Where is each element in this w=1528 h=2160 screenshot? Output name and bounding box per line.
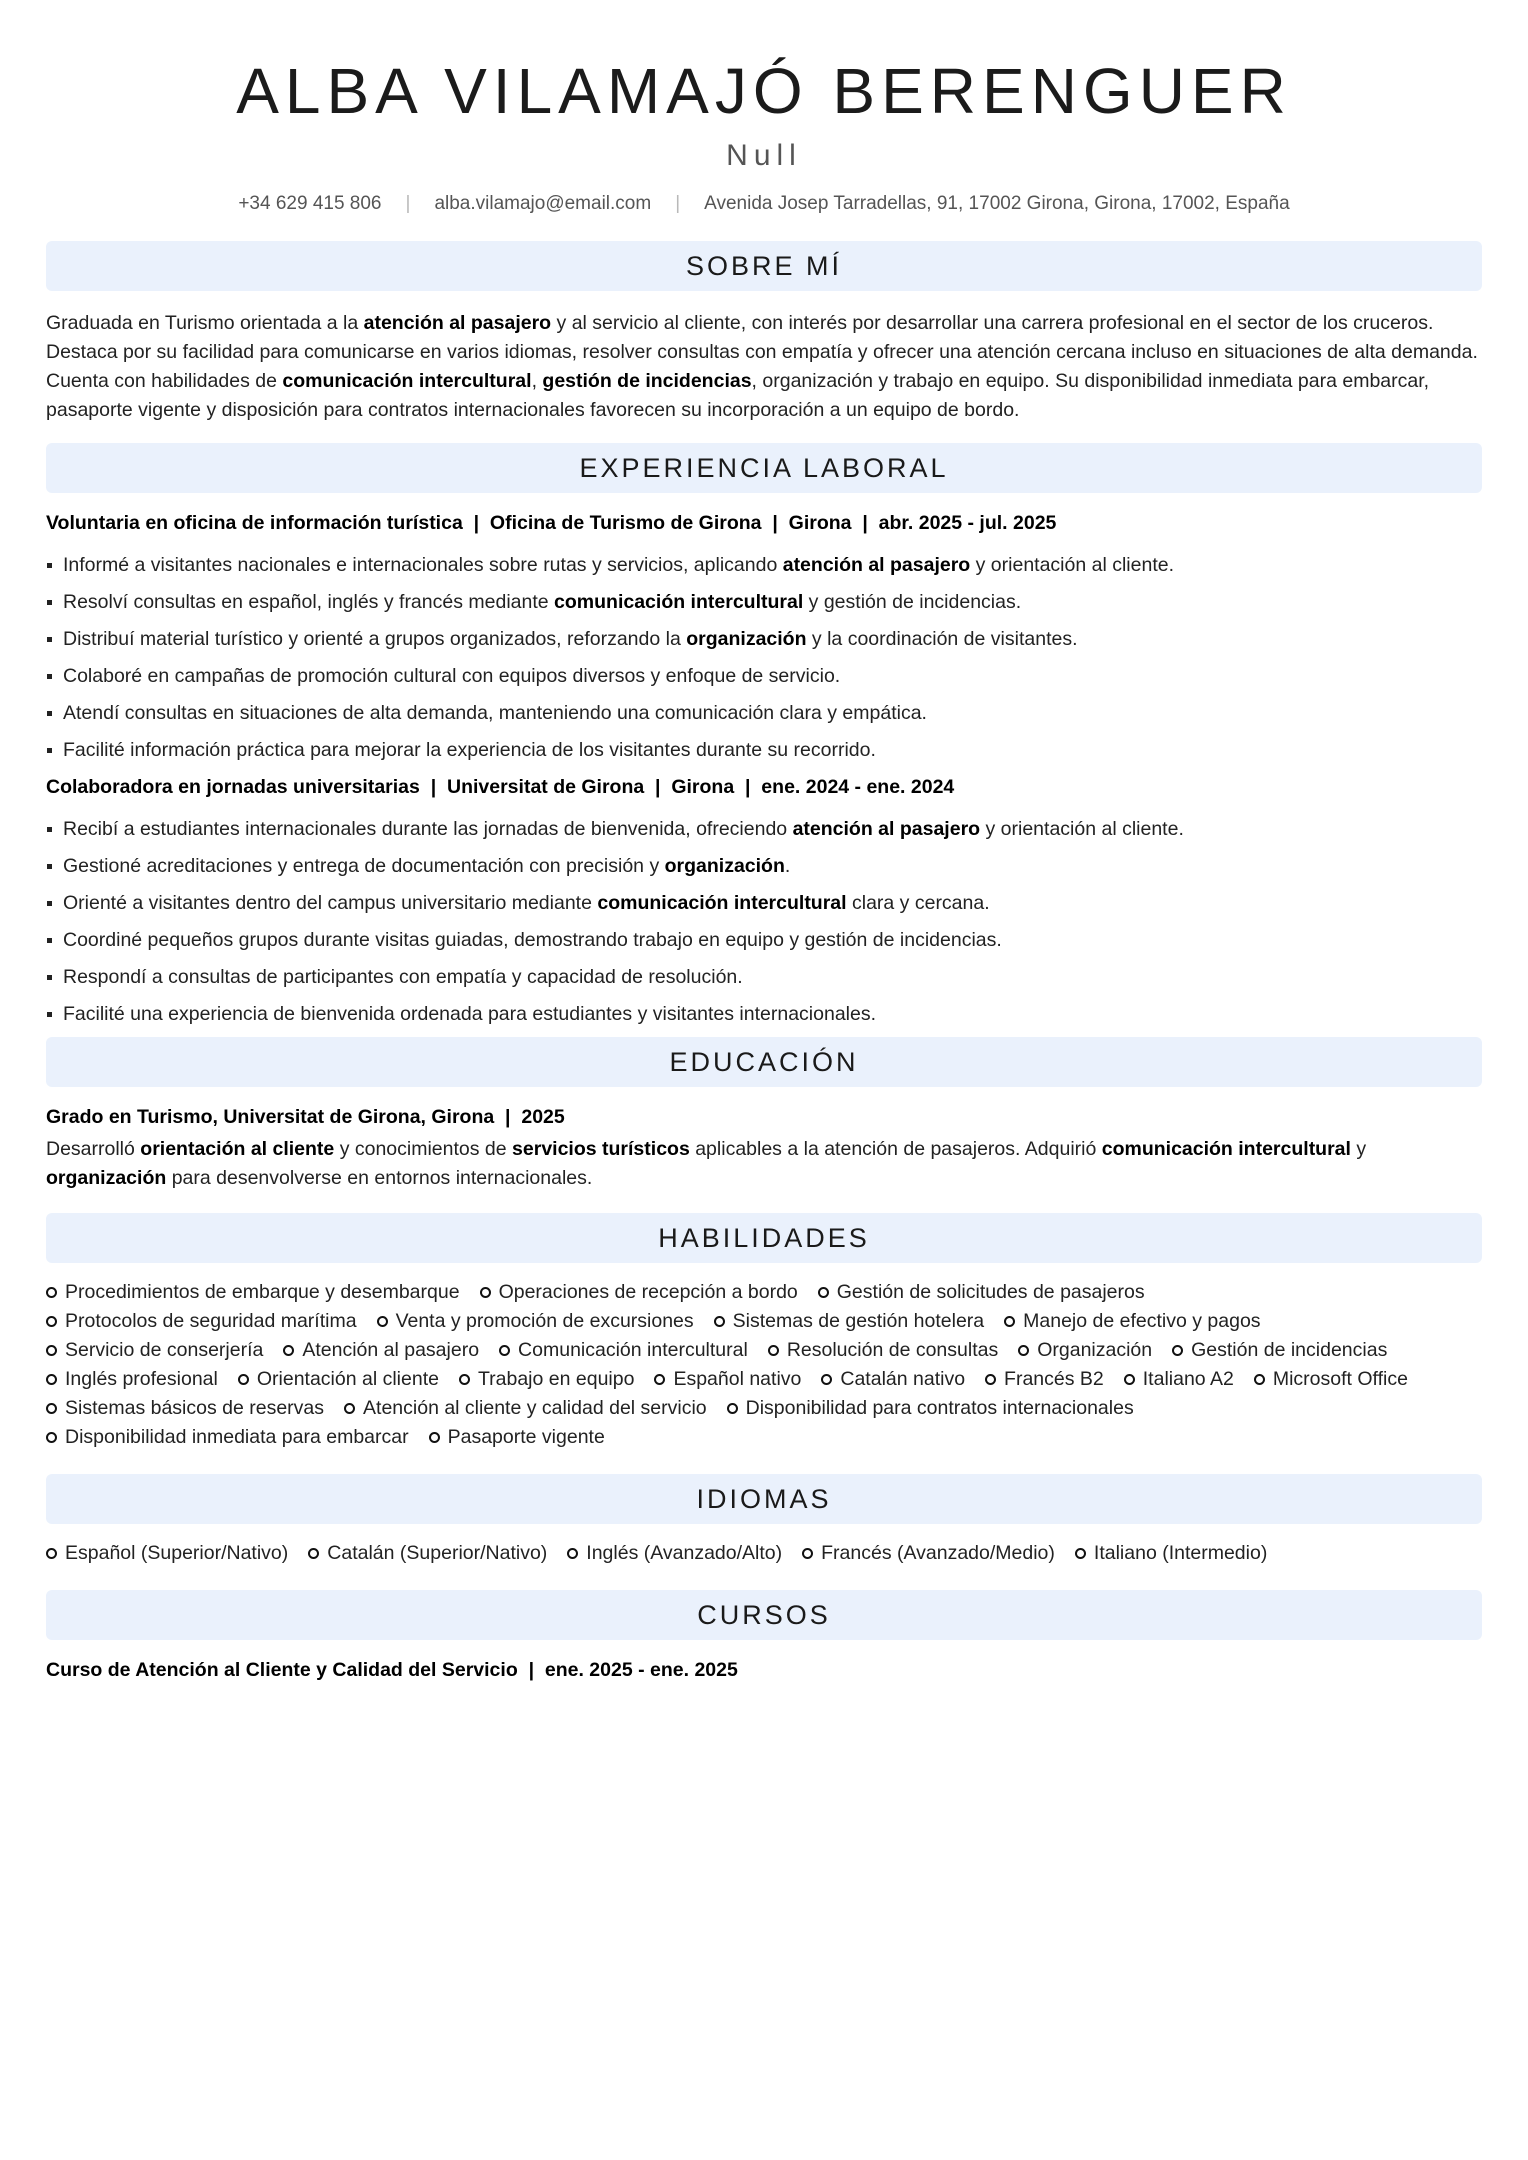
text-fragment: , organización y trabajo en equipo. Su disponibilidad inmediata para embarcar, pasaporte vigente y disposición para contratos internacionales favorecen su incorporación a un equipo de bordo. [46, 370, 1430, 421]
contact-separator: | [675, 193, 681, 214]
list-tag [821, 1365, 965, 1394]
circle-bullet-icon [567, 1548, 578, 1559]
highlighted-keyword: gestión de incidencias [542, 370, 752, 392]
list-tag [727, 1394, 1134, 1423]
highlighted-keyword: comunicación intercultural [597, 892, 847, 914]
bullet-item [46, 815, 1482, 843]
circle-bullet-icon [46, 1345, 57, 1356]
circle-bullet-icon [46, 1548, 57, 1559]
tag-label: Italiano A2 [1142, 1368, 1234, 1390]
list-tag [1172, 1336, 1387, 1365]
highlighted-keyword: comunicación intercultural [282, 370, 532, 392]
text-fragment: Respondí a consultas de participantes con empatía y capacidad de resolución. [63, 966, 743, 988]
tag-label: Pasaporte vigente [447, 1426, 605, 1448]
languages-list [46, 1539, 1482, 1568]
education-description [46, 1135, 1482, 1193]
circle-bullet-icon [821, 1374, 832, 1385]
bullet-item [46, 889, 1482, 917]
tag-label: Orientación al cliente [256, 1368, 439, 1390]
list-tag [1075, 1539, 1267, 1568]
text-fragment: Distribuí material turístico y orienté a grupos organizados, reforzando la [63, 628, 687, 650]
education-entry [46, 1103, 1482, 1193]
tag-label: Atención al pasajero [302, 1339, 480, 1361]
tag-label: Sistemas básicos de reservas [65, 1397, 325, 1419]
text-fragment: y orientación al cliente. [970, 554, 1174, 576]
bullet-item [46, 625, 1482, 653]
text-fragment: Desarrolló [46, 1138, 141, 1160]
highlighted-keyword: organización [46, 1167, 167, 1189]
circle-bullet-icon [714, 1316, 725, 1327]
circle-bullet-icon [1254, 1374, 1265, 1385]
bullet-item [46, 963, 1482, 991]
text-fragment: clara y cercana. [846, 892, 990, 914]
circle-bullet-icon [1075, 1548, 1086, 1559]
list-tag [46, 1394, 324, 1423]
tag-label: Servicio de conserjería [65, 1339, 264, 1361]
list-tag [768, 1336, 998, 1365]
list-tag [429, 1423, 605, 1452]
circle-bullet-icon [1004, 1316, 1015, 1327]
text-fragment: y la coordinación de visitantes. [806, 628, 1078, 650]
list-tag [818, 1278, 1145, 1307]
section-heading-education: EDUCACIÓN [46, 1037, 1482, 1087]
tag-label: Protocolos de seguridad marítima [65, 1310, 357, 1332]
circle-bullet-icon [480, 1287, 491, 1298]
postal-address: Avenida Josep Tarradellas, 91, 17002 Girona, Girona, 17002, España [704, 193, 1290, 214]
tag-label: Inglés (Avanzado/Alto) [586, 1542, 783, 1564]
list-tag [985, 1365, 1104, 1394]
circle-bullet-icon [727, 1403, 738, 1414]
email-address[interactable]: alba.vilamajo@email.com [434, 193, 652, 214]
circle-bullet-icon [985, 1374, 996, 1385]
tag-label: Operaciones de recepción a bordo [498, 1281, 798, 1303]
list-tag [46, 1336, 263, 1365]
list-tag [1018, 1336, 1152, 1365]
list-tag [377, 1307, 694, 1336]
text-fragment: Facilité información práctica para mejorar la experiencia de los visitantes durante su recorrido. [63, 739, 876, 761]
text-fragment: para desenvolverse en entornos internacionales. [166, 1167, 593, 1189]
text-fragment: Coordiné pequeños grupos durante visitas guiadas, demostrando trabajo en equipo y gestión de incidencias. [63, 929, 1002, 951]
text-fragment: Graduada en Turismo orientada a la [46, 312, 364, 334]
tag-label: Francés B2 [1004, 1368, 1104, 1390]
list-tag [344, 1394, 707, 1423]
text-fragment: y gestión de incidencias. [803, 591, 1022, 613]
circle-bullet-icon [46, 1374, 57, 1385]
circle-bullet-icon [802, 1548, 813, 1559]
experience-entry [46, 773, 1482, 1028]
highlighted-keyword: servicios turísticos [512, 1138, 690, 1160]
text-fragment: y [1350, 1138, 1367, 1160]
tag-label: Procedimientos de embarque y desembarque [65, 1281, 460, 1303]
tag-label: Catalán nativo [840, 1368, 966, 1390]
text-fragment: Informé a visitantes nacionales e internacionales sobre rutas y servicios, aplicando [63, 554, 783, 576]
tag-label: Resolución de consultas [786, 1339, 999, 1361]
bullet-item [46, 1000, 1482, 1028]
tag-label: Disponibilidad inmediata para embarcar [65, 1426, 409, 1448]
tag-label: Microsoft Office [1272, 1368, 1408, 1390]
tag-label: Venta y promoción de excursiones [395, 1310, 694, 1332]
tag-label: Italiano (Intermedio) [1093, 1542, 1268, 1564]
highlighted-keyword: organización [686, 628, 807, 650]
list-tag [1124, 1365, 1234, 1394]
highlighted-keyword: organización [664, 855, 785, 877]
tag-label: Español (Superior/Nativo) [65, 1542, 289, 1564]
circle-bullet-icon [46, 1316, 57, 1327]
tag-label: Español nativo [673, 1368, 802, 1390]
tag-label: Gestión de solicitudes de pasajeros [836, 1281, 1145, 1303]
bullet-item [46, 852, 1482, 880]
text-fragment: Resolví consultas en español, inglés y francés mediante [63, 591, 555, 613]
highlighted-keyword: atención al pasajero [782, 554, 971, 576]
text-fragment: , [531, 370, 543, 392]
list-tag [46, 1307, 357, 1336]
job-bullets [46, 815, 1482, 1028]
circle-bullet-icon [429, 1432, 440, 1443]
section-heading-skills: HABILIDADES [46, 1213, 1482, 1263]
bullet-item [46, 736, 1482, 764]
highlighted-keyword: atención al pasajero [792, 818, 981, 840]
skills-list [46, 1278, 1482, 1452]
circle-bullet-icon [818, 1287, 829, 1298]
list-tag [480, 1278, 798, 1307]
circle-bullet-icon [459, 1374, 470, 1385]
highlighted-keyword: orientación al cliente [140, 1138, 335, 1160]
list-tag [46, 1278, 460, 1307]
circle-bullet-icon [46, 1432, 57, 1443]
text-fragment: Colaboré en campañas de promoción cultural con equipos diversos y enfoque de servicio. [63, 665, 841, 687]
list-tag [1004, 1307, 1260, 1336]
text-fragment: Orienté a visitantes dentro del campus universitario mediante [63, 892, 598, 914]
tag-label: Sistemas de gestión hotelera [732, 1310, 985, 1332]
circle-bullet-icon [283, 1345, 294, 1356]
course-title: Curso de Atención al Cliente y Calidad del Servicio | ene. 2025 - ene. 2025 [46, 1659, 738, 1681]
about-paragraph [46, 309, 1482, 425]
list-tag [654, 1365, 801, 1394]
text-fragment: Facilité una experiencia de bienvenida ordenada para estudiantes y visitantes internacionales. [63, 1003, 877, 1025]
degree-title: Grado en Turismo, Universitat de Girona, Girona | 2025 [46, 1106, 565, 1128]
candidate-subtitle: Null [726, 139, 802, 172]
list-tag [46, 1423, 409, 1452]
bullet-item [46, 699, 1482, 727]
text-fragment: y al servicio al cliente, con interés por desarrollar una carrera profesional en el sector de los cruceros. Destaca por su facilidad para comunicarse en varios idiomas, resolver consultas con empatía y ofrecer una atención cercana incluso en situaciones de alta demanda. Cuenta con habilidades de [46, 312, 1478, 392]
section-heading-courses: CURSOS [46, 1590, 1482, 1640]
contact-line [46, 190, 1482, 218]
bullet-item [46, 588, 1482, 616]
circle-bullet-icon [768, 1345, 779, 1356]
circle-bullet-icon [1018, 1345, 1029, 1356]
job-title: Colaboradora en jornadas universitarias | Universitat de Girona | Girona | ene. 2024 - ene. 2024 [46, 776, 955, 798]
text-fragment: y conocimientos de [334, 1138, 513, 1160]
text-fragment: Recibí a estudiantes internacionales durante las jornadas de bienvenida, ofreciendo [63, 818, 793, 840]
list-tag [567, 1539, 782, 1568]
tag-label: Atención al cliente y calidad del servicio [363, 1397, 707, 1419]
list-tag [308, 1539, 547, 1568]
highlighted-keyword: comunicación intercultural [1101, 1138, 1351, 1160]
circle-bullet-icon [1124, 1374, 1135, 1385]
highlighted-keyword: comunicación intercultural [554, 591, 804, 613]
list-tag [46, 1365, 218, 1394]
tag-label: Gestión de incidencias [1191, 1339, 1388, 1361]
list-tag [459, 1365, 634, 1394]
experience-entry [46, 509, 1482, 764]
highlighted-keyword: atención al pasajero [363, 312, 552, 334]
list-tag [238, 1365, 439, 1394]
circle-bullet-icon [654, 1374, 665, 1385]
courses-list [46, 1656, 1482, 1684]
tag-label: Trabajo en equipo [477, 1368, 635, 1390]
phone-number[interactable]: +34 629 415 806 [238, 193, 382, 214]
job-bullets [46, 551, 1482, 764]
circle-bullet-icon [46, 1403, 57, 1414]
text-fragment: . [784, 855, 791, 877]
tag-label: Comunicación intercultural [518, 1339, 748, 1361]
bullet-item [46, 662, 1482, 690]
tag-label: Catalán (Superior/Nativo) [327, 1542, 548, 1564]
section-heading-experience: EXPERIENCIA LABORAL [46, 443, 1482, 493]
contact-separator: | [405, 193, 411, 214]
tag-label: Inglés profesional [65, 1368, 218, 1390]
section-heading-about: SOBRE MÍ [46, 241, 1482, 291]
circle-bullet-icon [238, 1374, 249, 1385]
circle-bullet-icon [377, 1316, 388, 1327]
bullet-item [46, 926, 1482, 954]
tag-label: Disponibilidad para contratos internacionales [745, 1397, 1134, 1419]
text-fragment: Atendí consultas en situaciones de alta demanda, manteniendo una comunicación clara y empática. [63, 702, 927, 724]
bullet-item [46, 551, 1482, 579]
tag-label: Francés (Avanzado/Medio) [821, 1542, 1055, 1564]
tag-label: Organización [1037, 1339, 1153, 1361]
list-tag [802, 1539, 1055, 1568]
list-tag [714, 1307, 984, 1336]
circle-bullet-icon [344, 1403, 355, 1414]
circle-bullet-icon [1172, 1345, 1183, 1356]
list-tag [1254, 1365, 1408, 1394]
list-tag [283, 1336, 479, 1365]
text-fragment: aplicables a la atención de pasajeros. Adquirió [689, 1138, 1102, 1160]
circle-bullet-icon [499, 1345, 510, 1356]
tag-label: Manejo de efectivo y pagos [1023, 1310, 1261, 1332]
text-fragment: y orientación al cliente. [980, 818, 1184, 840]
list-tag [46, 1539, 288, 1568]
job-title: Voluntaria en oficina de información turística | Oficina de Turismo de Girona | Girona | abr. 2025 - jul. 2025 [46, 512, 1057, 534]
section-heading-languages: IDIOMAS [46, 1474, 1482, 1524]
text-fragment: Gestioné acreditaciones y entrega de documentación con precisión y [63, 855, 665, 877]
circle-bullet-icon [46, 1287, 57, 1298]
candidate-name: ALBA VILAMAJÓ BERENGUER [236, 55, 1292, 127]
list-tag [499, 1336, 748, 1365]
circle-bullet-icon [308, 1548, 319, 1559]
